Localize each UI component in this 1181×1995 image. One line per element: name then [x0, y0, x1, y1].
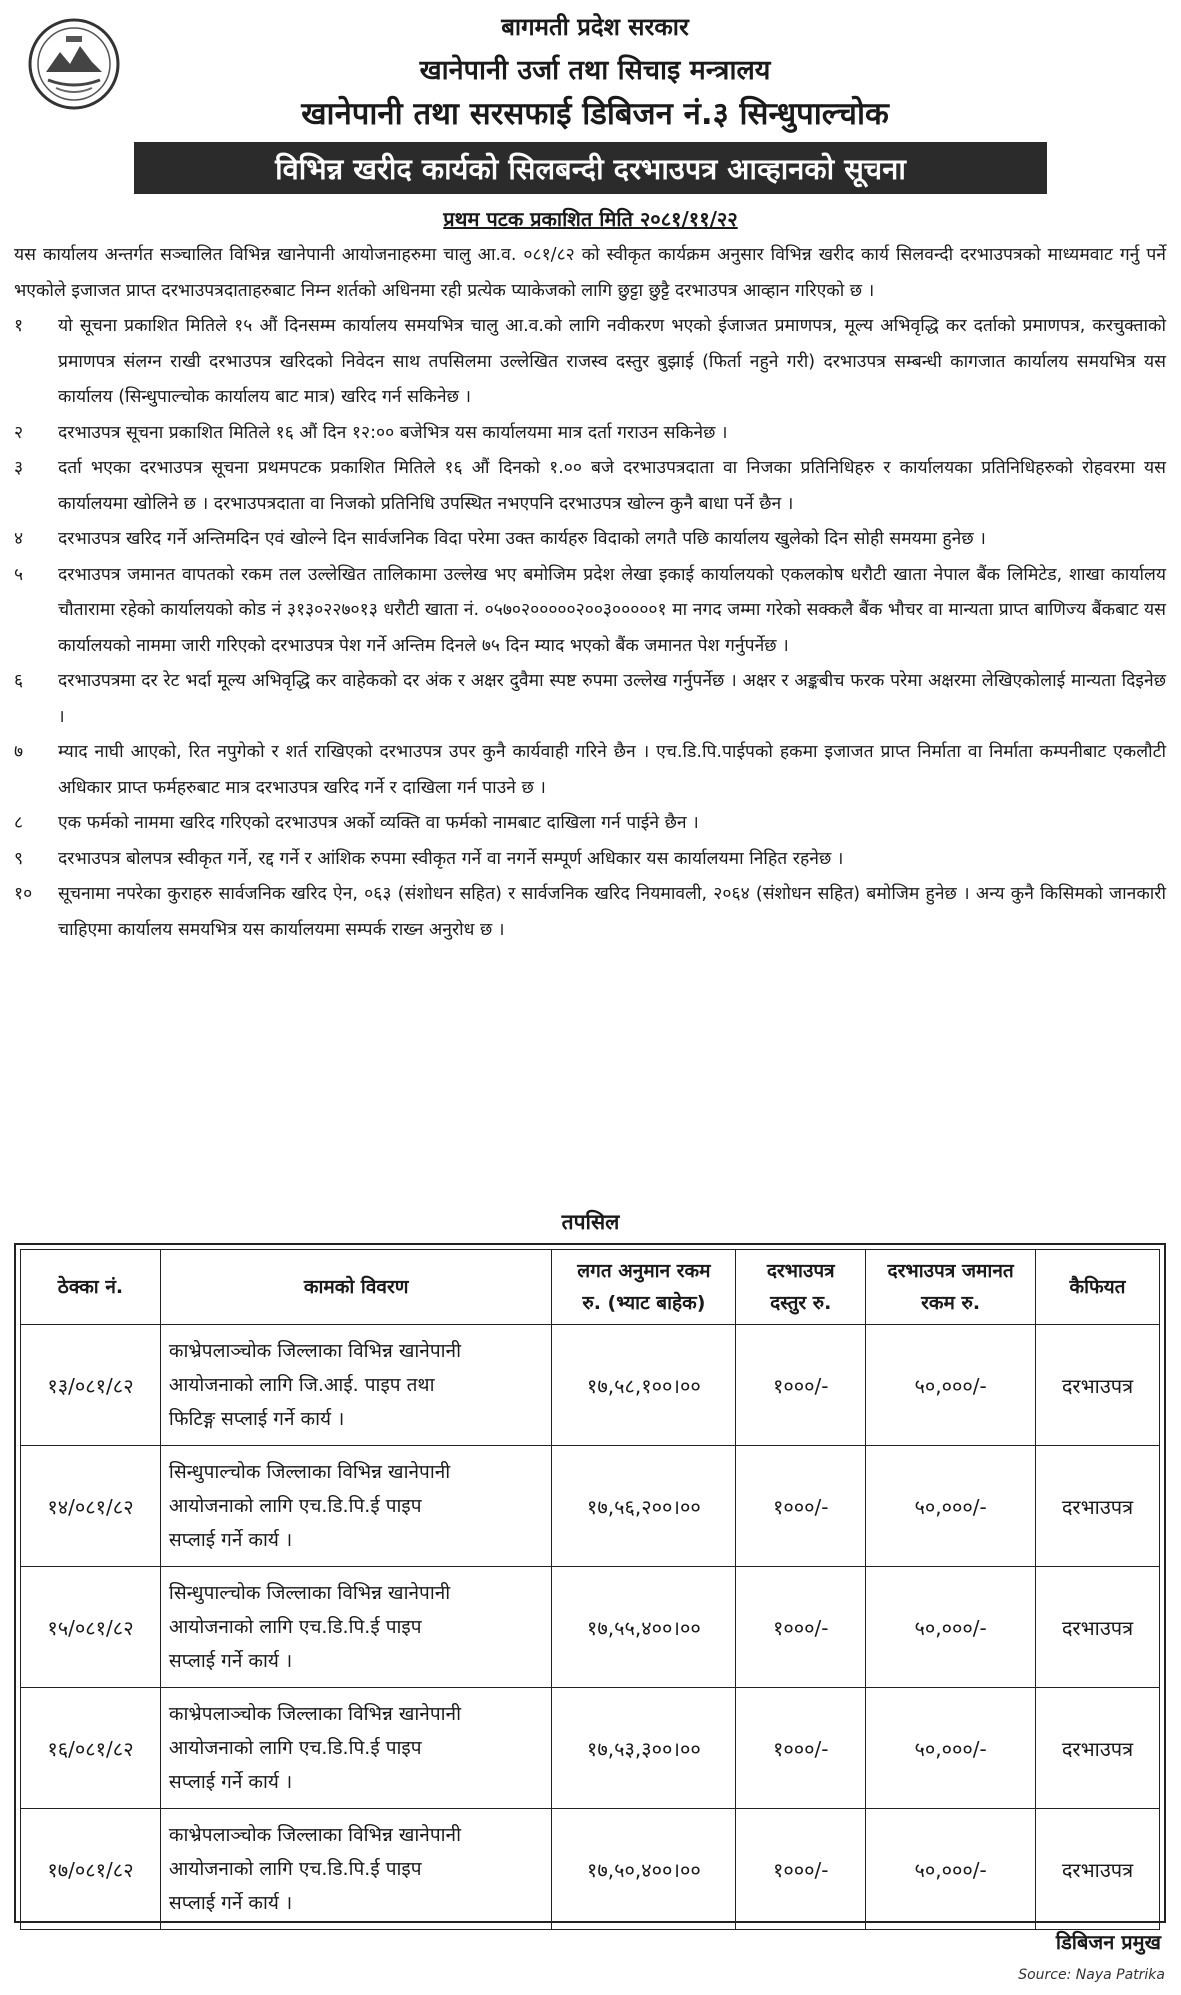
condition-text: म्याद नाघी आएको, रित नपुगेको र शर्त राखिएको दरभाउपत्र उपर कुनै कार्यवाही गरिने छैन । एच.डि.पि.पाईपको हकमा इजाजत प्राप्त निर्माता वा निर्माता कम्पनीबाट एकलौटी अधिकार प्राप्त फर्महरुबाट मात्र दरभाउपत्र खरिद गर्ने र दाखिला गर्न पाउने छ ।: [58, 742, 1166, 798]
table-title: तपसिल: [561, 1210, 620, 1234]
contract-number: १६/०८१/८२: [21, 1688, 161, 1809]
condition-text: दरभाउपत्र बोलपत्र स्वीकृत गर्ने, रद्द गर्ने र आंशिक रुपमा स्वीकृत गर्ने वा नगर्ने सम्पूर्ण अधिकार यस कार्यालयमा निहित रहनेछ ।: [58, 848, 844, 869]
work-description: [160, 1567, 552, 1688]
bid-fee: १०००/-: [736, 1446, 866, 1567]
condition-number: २: [14, 422, 24, 443]
work-description: [160, 1809, 552, 1930]
condition-item: [14, 558, 1166, 665]
bid-fee: १०००/-: [736, 1325, 866, 1446]
description-line: आयोजनाको लागि एच.डि.पि.ई पाइप: [168, 1858, 422, 1880]
condition-item: [14, 451, 1166, 522]
condition-number: १: [14, 316, 24, 336]
condition-item: [14, 877, 1166, 948]
estimated-amount: १७,५५,४००।००: [552, 1567, 736, 1688]
condition-text: दर्ता भएका दरभाउपत्र सूचना प्रथमपटक प्रकाशित मितिले १६ औं दिनको १.०० बजे दरभाउपत्रदाता वा निजका प्रतिनिधिहरु र कार्यालयका प्रतिनिधिहरुको रोहवरमा यस कार्यालयमा खोलिने छ । दरभाउपत्रदाता वा निजको प्रतिनिधि उपस्थित नभएपनि दरभाउपत्र खोल्न कुनै बाधा पर्ने छैन ।: [58, 458, 1166, 514]
signature-division-chief: डिबिजन प्रमुख: [1055, 1930, 1161, 1954]
bid-deposit: ५०,०००/-: [866, 1688, 1036, 1809]
description-line: आयोजनाको लागि एच.डि.पि.ई पाइप: [168, 1495, 422, 1517]
notice-body: [14, 238, 1166, 948]
description-line: सिन्धुपाल्चोक जिल्लाका विभिन्न खानेपानी: [168, 1582, 451, 1604]
table-row: [21, 1809, 1160, 1930]
description-line: सप्लाई गर्ने कार्य ।: [168, 1529, 293, 1551]
remarks: दरभाउपत्र: [1036, 1446, 1160, 1567]
remarks: दरभाउपत्र: [1036, 1567, 1160, 1688]
estimated-amount: १७,५६,२००।००: [552, 1446, 736, 1567]
conditions-list: [14, 309, 1166, 948]
description-line: काभ्रेपलाञ्चोक जिल्लाका विभिन्न खानेपानी: [168, 1340, 462, 1362]
bid-deposit: ५०,०००/-: [866, 1325, 1036, 1446]
bid-fee: १०००/-: [736, 1567, 866, 1688]
description-line: सप्लाई गर्ने कार्य ।: [168, 1650, 293, 1672]
source-credit: Source: Naya Patrika: [1018, 1967, 1165, 1983]
intro-paragraph: यस कार्यालय अन्तर्गत सञ्चालित विभिन्न खानेपानी आयोजनाहरुमा चालु आ.व. ०८१/८२ को स्वीकृत कार्यक्रम अनुसार विभिन्न खरीद कार्य सिलवन्दी दरभाउपत्रको माध्यमवाट गर्नु पर्ने भएकोले इजाजत प्राप्त दरभाउपत्रदाताहरुबाट निम्न शर्तको अधिनमा रही प्रत्येक प्याकेजको लागि छुट्टा छुट्टै दरभाउपत्र आव्हान गरिएको छ ।: [14, 245, 1166, 301]
condition-text: दरभाउपत्र खरिद गर्ने अन्तिमदिन एवं खोल्ने दिन सार्वजनिक विदा परेमा उक्त कार्यहरु विदाको लगतै पछि कार्यालय खुलेको दिन सोही समयमा हुनेछ ।: [58, 529, 986, 549]
header-fee: दरभाउपत्र दस्तुर रु.: [736, 1250, 866, 1325]
bid-deposit: ५०,०००/-: [866, 1567, 1036, 1688]
table-row: [21, 1567, 1160, 1688]
remarks: दरभाउपत्र: [1036, 1688, 1160, 1809]
work-description: [160, 1688, 552, 1809]
header-line-1: बागमती प्रदेश सरकार: [501, 13, 689, 41]
condition-number: ६: [14, 671, 24, 691]
table-header-row: [21, 1250, 1160, 1325]
contract-number: १३/०८१/८२: [21, 1325, 161, 1446]
condition-number: ४: [14, 529, 24, 549]
estimated-amount: १७,५०,४००।००: [552, 1809, 736, 1930]
bid-deposit: ५०,०००/-: [866, 1809, 1036, 1930]
condition-number: ८: [14, 813, 24, 833]
condition-item: [14, 806, 1166, 842]
header-deposit: दरभाउपत्र जमानत रकम रु.: [866, 1250, 1036, 1325]
header-line-3: खानेपानी तथा सरसफाई डिबिजन नं.३ सिन्धुपाल्चोक: [301, 96, 889, 132]
condition-item: [14, 522, 1166, 558]
condition-text: दरभाउपत्रमा दर रेट भर्दा मूल्य अभिवृद्धि कर वाहेकको दर अंक र अक्षर दुवैमा स्पष्ट रुपमा उल्लेख गर्नुपर्नेछ । अक्षर र अङ्कबीच फरक परेमा अक्षरमा लेखिएकोलाई मान्यता दिइनेछ ।: [58, 671, 1166, 727]
description-line: सिन्धुपाल्चोक जिल्लाका विभिन्न खानेपानी: [168, 1461, 451, 1483]
remarks: दरभाउपत्र: [1036, 1325, 1160, 1446]
condition-text: यो सूचना प्रकाशित मितिले १५ औं दिनसम्म कार्यालय समयभित्र चालु आ.व.को लागि नवीकरण भएको ईजाजत प्रमाणपत्र, मूल्य अभिवृद्धि कर दर्ताको प्रमाणपत्र, करचुक्ताको प्रमाणपत्र संलग्न राखी दरभाउपत्र खरिदको निवेदन साथ तपसिलमा उल्लेखित राजस्व दस्तुर बुझाई (फिर्ता नहुने गरी) दरभाउपत्र सम्बन्धी कागजात कार्यालय समयभित्र यस कार्यालय (सिन्धुपाल्चोक कार्यालय बाट मात्र) खरिद गर्न सकिनेछ ।: [58, 316, 1166, 407]
condition-number: ९: [14, 848, 24, 869]
table-row: [21, 1325, 1160, 1446]
description-line: फिटिङ्ग सप्लाई गर्ने कार्य ।: [168, 1408, 345, 1430]
bid-deposit: ५०,०००/-: [866, 1446, 1036, 1567]
condition-item: [14, 416, 1166, 452]
description-line: आयोजनाको लागि एच.डि.पि.ई पाइप: [168, 1616, 422, 1638]
condition-text: दरभाउपत्र सूचना प्रकाशित मितिले १६ औं दिन १२:०० बजेभित्र यस कार्यालयमा मात्र दर्ता गराउन सकिनेछ ।: [58, 422, 728, 443]
header-line-2: खानेपानी उर्जा तथा सिचाइ मन्त्रालय: [419, 55, 771, 86]
contract-number: १५/०८१/८२: [21, 1567, 161, 1688]
details-table: [20, 1249, 1160, 1930]
description-line: सप्लाई गर्ने कार्य ।: [168, 1771, 293, 1793]
description-line: आयोजनाको लागि जि.आई. पाइप तथा: [168, 1374, 435, 1396]
header-remarks: कैफियत: [1036, 1250, 1160, 1325]
condition-number: ५: [14, 564, 24, 585]
table-row: [21, 1688, 1160, 1809]
remarks: दरभाउपत्र: [1036, 1809, 1160, 1930]
estimated-amount: १७,५८,१००।००: [552, 1325, 736, 1446]
header-estimated-amount: लगत अनुमान रकम रु. (भ्याट बाहेक): [552, 1250, 736, 1325]
work-description: [160, 1446, 552, 1567]
details-table-frame: [14, 1243, 1166, 1923]
notice-title-banner: विभिन्न खरीद कार्यको सिलबन्दी दरभाउपत्र आव्हानको सूचना: [134, 142, 1047, 194]
condition-text: दरभाउपत्र जमानत वापतको रकम तल उल्लेखित तालिकामा उल्लेख भए बमोजिम प्रदेश लेखा इकाई कार्यालयको एकलकोष धरौटी खाता नेपाल बैंक लिमिटेड, शाखा कार्यालय चौतारामा रहेको कार्यालयको कोड नं ३१३०२२७०१३ धरौटी खाता नं. ०५७०२०००००२००३०००००१ मा नगद जम्मा गरेको सक्कलै बैंक भौचर वा मान्यता प्राप्त बाणिज्य बैंकबाट यस कार्यालयको नाममा जारी गरिएको दरभाउपत्र पेश गर्ने अन्तिम दिनले ७५ दिन म्याद भएको बैंक जमानत पेश गर्नुपर्नेछ ।: [58, 564, 1166, 656]
contract-number: १७/०८१/८२: [21, 1809, 161, 1930]
description-line: काभ्रेपलाञ्चोक जिल्लाका विभिन्न खानेपानी: [168, 1703, 462, 1725]
condition-text: एक फर्मको नाममा खरिद गरिएको दरभाउपत्र अर्को व्यक्ति वा फर्मको नामबाट दाखिला गर्न पाईने छैन ।: [58, 813, 699, 833]
estimated-amount: १७,५३,३००।००: [552, 1688, 736, 1809]
condition-text: सूचनामा नपरेका कुराहरु सार्वजनिक खरिद ऐन, ०६३ (संशोधन सहित) र सार्वजनिक खरिद नियमावली, २०६४ (संशोधन सहित) बमोजिम हुनेछ । अन्य कुनै किसिमको जानकारी चाहिएमा कार्यालय समयभित्र यस कार्यालयमा सम्पर्क राख्न अनुरोध छ ।: [58, 884, 1166, 940]
publish-date: प्रथम पटक प्रकाशित मिति २०८१/११/२२: [443, 207, 738, 231]
condition-item: [14, 842, 1166, 878]
contract-number: १४/०८१/८२: [21, 1446, 161, 1567]
condition-item: [14, 664, 1166, 735]
bid-fee: १०००/-: [736, 1809, 866, 1930]
condition-number: १०: [14, 884, 33, 904]
condition-item: [14, 735, 1166, 806]
header-contract-no: ठेक्का नं.: [21, 1250, 161, 1325]
description-line: काभ्रेपलाञ्चोक जिल्लाका विभिन्न खानेपानी: [168, 1824, 462, 1846]
nepal-government-emblem-icon: [26, 16, 122, 112]
condition-item: [14, 309, 1166, 416]
condition-number: ७: [14, 742, 24, 762]
table-row: [21, 1446, 1160, 1567]
description-line: आयोजनाको लागि एच.डि.पि.ई पाइप: [168, 1737, 422, 1759]
description-line: सप्लाई गर्ने कार्य ।: [168, 1892, 293, 1914]
header-description: कामको विवरण: [160, 1250, 552, 1325]
bid-fee: १०००/-: [736, 1688, 866, 1809]
condition-number: ३: [14, 458, 24, 478]
work-description: [160, 1325, 552, 1446]
